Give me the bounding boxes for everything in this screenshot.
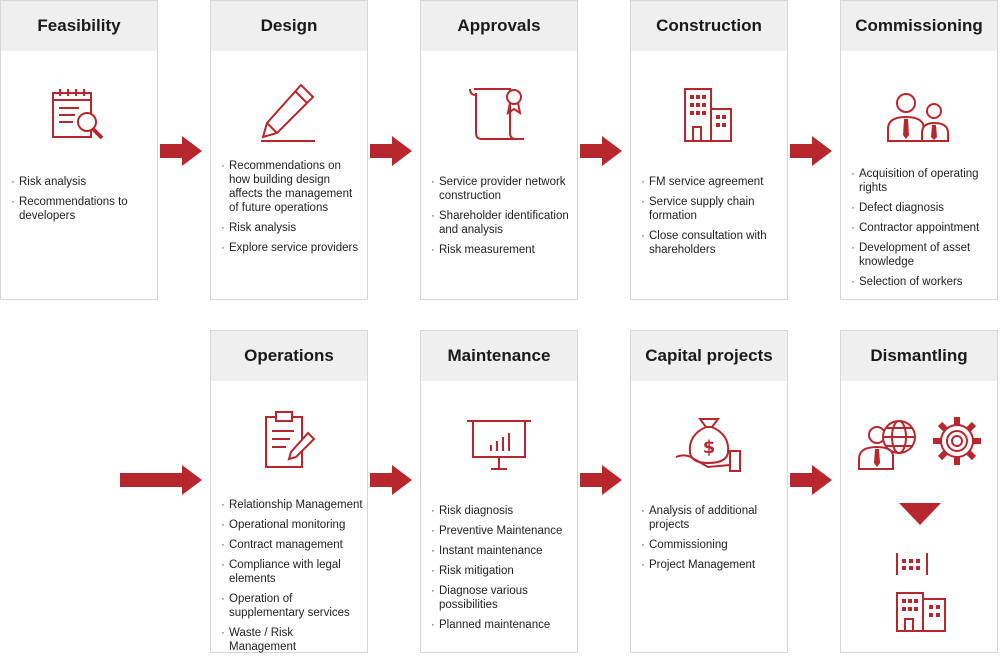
- flow-arrow-icon: [790, 136, 832, 166]
- list-item: · Service provider network construction: [433, 175, 573, 203]
- stage-card-construction: [630, 0, 788, 300]
- stage-title: Commissioning: [841, 1, 997, 51]
- stage-title: Approvals: [421, 1, 577, 51]
- list-item: · Relationship Management: [223, 498, 363, 512]
- flow-arrow-icon: [580, 136, 622, 166]
- list-item: · Recommendations to developers: [13, 195, 153, 223]
- stage-card-capital-projects: [630, 330, 788, 653]
- list-item: · Close consultation with shareholders: [643, 229, 783, 257]
- person-globe-gear-building-icon: [841, 413, 999, 638]
- list-item: · Compliance with legal elements: [223, 558, 363, 586]
- report-magnifier-icon: [1, 87, 157, 143]
- workers-icon: [841, 89, 997, 145]
- list-item: · Explore service providers: [223, 241, 363, 255]
- flow-arrow-icon: [120, 465, 202, 495]
- flow-arrow-icon: [580, 465, 622, 495]
- stage-title: Design: [211, 1, 367, 51]
- stage-card-maintenance: [420, 330, 578, 653]
- list-item: · Risk mitigation: [433, 564, 573, 578]
- stage-card-operations: [210, 330, 368, 653]
- list-item: · Risk analysis: [13, 175, 153, 189]
- list-item: · Recommendations on how building design affects the management of future operations: [223, 159, 363, 215]
- stage-card-commissioning: [840, 0, 998, 300]
- list-item: · Commissioning: [643, 538, 783, 552]
- flow-arrow-icon: [160, 136, 202, 166]
- list-item: · Acquisition of operating rights: [853, 167, 993, 195]
- stage-title: Construction: [631, 1, 787, 51]
- list-item: · Preventive Maintenance: [433, 524, 573, 538]
- stage-card-feasibility: [0, 0, 158, 300]
- list-item: · Service supply chain formation: [643, 195, 783, 223]
- flow-arrow-icon: [790, 465, 832, 495]
- list-item: · Diagnose various possibilities: [433, 584, 573, 612]
- certificate-scroll-icon: [421, 83, 577, 143]
- buildings-icon: [631, 85, 787, 143]
- list-item: · Operational monitoring: [223, 518, 363, 532]
- stage-card-approvals: [420, 0, 578, 300]
- list-item: · Contract management: [223, 538, 363, 552]
- list-item: · Waste / Risk Management: [223, 626, 363, 654]
- list-item: · Project Management: [643, 558, 783, 572]
- list-item: · Risk measurement: [433, 243, 573, 257]
- flow-arrow-icon: [370, 136, 412, 166]
- stage-card-design: [210, 0, 368, 300]
- list-item: · FM service agreement: [643, 175, 783, 189]
- stage-card-dismantling: [840, 330, 998, 653]
- list-item: · Analysis of additional projects: [643, 504, 783, 532]
- list-item: · Contractor appointment: [853, 221, 993, 235]
- list-item: · Selection of workers: [853, 275, 993, 289]
- svg-text:$: $: [702, 437, 716, 458]
- list-item: · Development of asset knowledge: [853, 241, 993, 269]
- stage-title: Feasibility: [1, 1, 157, 51]
- list-item: · Risk analysis: [223, 221, 363, 235]
- clipboard-pen-icon: [211, 409, 367, 471]
- list-item: · Operation of supplementary services: [223, 592, 363, 620]
- pencil-icon: [211, 81, 367, 143]
- stage-title: Dismantling: [841, 331, 997, 381]
- stage-title: Operations: [211, 331, 367, 381]
- list-item: · Defect diagnosis: [853, 201, 993, 215]
- list-item: · Shareholder identification and analysis: [433, 209, 573, 237]
- money-bag-hand-icon: [631, 413, 787, 473]
- list-item: · Planned maintenance: [433, 618, 573, 632]
- stage-title: Capital projects: [631, 331, 787, 381]
- presentation-board-icon: [421, 417, 577, 473]
- list-item: · Instant maintenance: [433, 544, 573, 558]
- list-item: · Risk diagnosis: [433, 504, 573, 518]
- stage-title: Maintenance: [421, 331, 577, 381]
- flow-arrow-icon: [370, 465, 412, 495]
